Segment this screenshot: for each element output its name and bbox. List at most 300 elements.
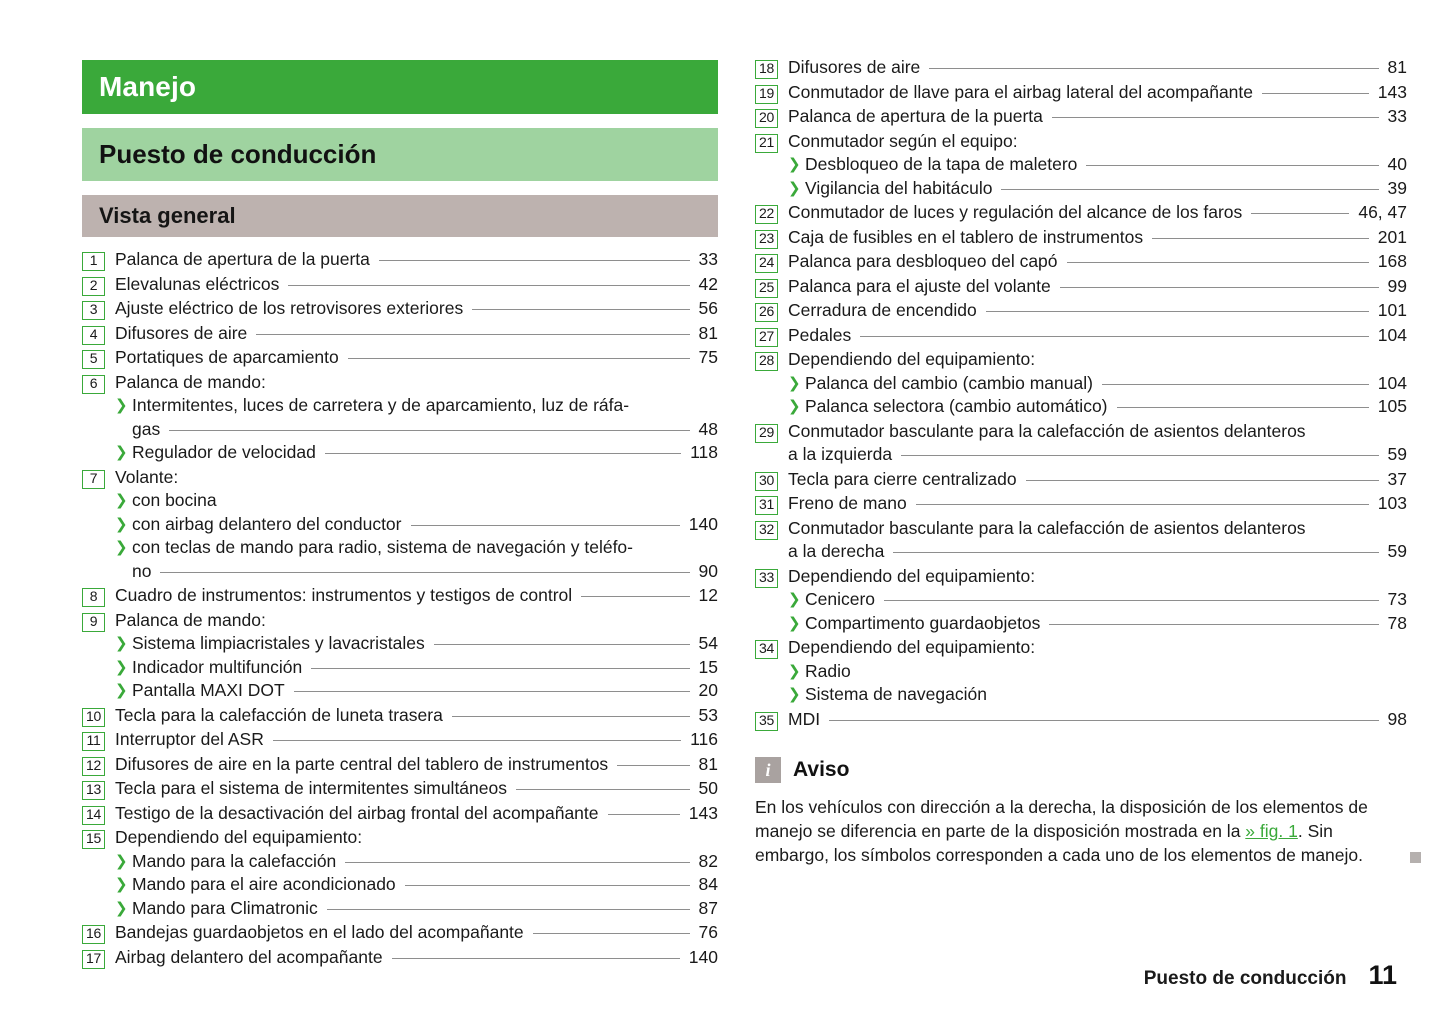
page-number: 140 xyxy=(688,946,718,967)
leader-line xyxy=(1086,165,1378,166)
toc-entry-text: Difusores de aire xyxy=(788,57,921,77)
entry-body xyxy=(788,105,1407,129)
leader-line xyxy=(1117,407,1369,408)
toc-entry[interactable] xyxy=(82,248,718,272)
toc-entry[interactable] xyxy=(755,348,1407,419)
toc-row xyxy=(115,704,718,728)
section-heading xyxy=(82,128,718,181)
page-number: 53 xyxy=(698,704,718,725)
entry-body xyxy=(788,636,1407,707)
toc-row xyxy=(788,130,1407,154)
leader-line xyxy=(311,668,689,669)
sub-entry-body xyxy=(132,897,718,921)
leader-line xyxy=(929,68,1378,69)
leader-line xyxy=(294,691,690,692)
toc-row xyxy=(788,565,1407,589)
toc-entry[interactable] xyxy=(82,946,718,970)
toc-entry[interactable] xyxy=(755,130,1407,201)
page-number: 33 xyxy=(698,249,718,269)
sub-entry-body xyxy=(805,660,1407,684)
page-number: 201 xyxy=(1377,226,1407,247)
sub-entry-body xyxy=(132,441,718,465)
entry-number-badge: 14 xyxy=(82,806,105,825)
leader-line xyxy=(1026,480,1379,481)
toc-entry-text: con airbag delantero del conductor xyxy=(132,513,402,534)
entry-body xyxy=(788,56,1407,80)
page-number: 116 xyxy=(690,729,718,749)
sub-entry-body xyxy=(805,683,1407,707)
sub-entry-list xyxy=(115,394,718,465)
toc-entry[interactable] xyxy=(755,517,1407,564)
page-number: 54 xyxy=(698,633,718,653)
entry-number-badge: 17 xyxy=(82,950,105,969)
toc-row xyxy=(115,753,718,777)
toc-entry[interactable] xyxy=(82,273,718,297)
page-number: 90 xyxy=(698,560,718,581)
entry-number-badge: 9 xyxy=(82,613,105,632)
toc-entry-text: a la izquierda xyxy=(788,444,893,464)
entry-body xyxy=(788,420,1407,467)
entry-body xyxy=(115,322,718,346)
entry-number-badge: 10 xyxy=(82,708,105,727)
toc-entry[interactable] xyxy=(82,728,718,752)
toc-row xyxy=(132,873,718,897)
toc-row xyxy=(788,348,1407,372)
entry-number-badge: 1 xyxy=(82,252,105,271)
sub-entry-body xyxy=(132,632,718,656)
leader-line xyxy=(1262,93,1369,94)
toc-entry[interactable] xyxy=(755,420,1407,467)
toc-row xyxy=(115,371,718,395)
leader-line xyxy=(169,430,689,431)
chevron-right-icon: ❯ xyxy=(115,515,128,533)
toc-entry[interactable] xyxy=(82,466,718,584)
entry-number-badge: 23 xyxy=(755,230,778,249)
toc-row xyxy=(788,56,1407,80)
leader-line xyxy=(516,789,690,790)
toc-entry[interactable] xyxy=(755,468,1407,492)
entry-number-badge: 25 xyxy=(755,279,778,298)
note-text-after: . Sin embargo, los símbolos corresponden a cada uno de los elementos de manejo. xyxy=(755,821,1364,865)
subsection-title: Vista general xyxy=(99,203,236,228)
toc-entry-text: Palanca para desbloqueo del capó xyxy=(788,251,1058,271)
chevron-right-icon: ❯ xyxy=(788,374,801,392)
toc-entry-text: Vigilancia del habitáculo xyxy=(805,177,993,198)
toc-row xyxy=(805,395,1407,419)
toc-entry-text: Pantalla MAXI DOT xyxy=(132,680,285,700)
toc-row xyxy=(788,540,1407,564)
entry-body xyxy=(788,81,1407,105)
overview-list-left xyxy=(82,248,718,969)
toc-row xyxy=(115,466,718,490)
leader-line xyxy=(273,740,681,741)
entry-body xyxy=(115,584,718,608)
fig-reference-link[interactable]: » fig. 1 xyxy=(1245,821,1298,841)
page-number: 81 xyxy=(1387,57,1407,77)
toc-row xyxy=(788,468,1407,492)
chevron-right-icon: ❯ xyxy=(788,614,801,632)
entry-number-badge: 30 xyxy=(755,472,778,491)
toc-entry-text: Palanca de mando: xyxy=(115,371,266,392)
left-column xyxy=(82,60,718,970)
entry-number-badge: 32 xyxy=(755,521,778,540)
page-number: 82 xyxy=(698,850,718,871)
toc-entry-text: Dependiendo del equipamiento: xyxy=(788,565,1036,586)
toc-entry[interactable] xyxy=(755,324,1407,348)
toc-entry-text: Pedales xyxy=(788,324,852,345)
sub-entry[interactable] xyxy=(115,489,718,513)
chapter-title: Manejo xyxy=(99,71,197,102)
toc-entry-text: con bocina xyxy=(132,490,217,510)
sub-entry-list xyxy=(788,660,1407,707)
page-number: 143 xyxy=(688,802,718,823)
entry-number-badge: 4 xyxy=(82,326,105,345)
note-body xyxy=(755,795,1407,867)
page-number: 33 xyxy=(1387,106,1407,126)
page-number: 40 xyxy=(1387,154,1407,174)
toc-entry-text: Mando para Climatronic xyxy=(132,897,318,918)
toc-row xyxy=(115,248,718,272)
leader-line xyxy=(348,358,690,359)
entry-body xyxy=(115,346,718,370)
toc-row xyxy=(132,560,718,584)
page-number: 46, 47 xyxy=(1358,202,1407,222)
toc-entry[interactable] xyxy=(755,81,1407,105)
sub-entry[interactable] xyxy=(115,536,718,583)
page-number: 73 xyxy=(1387,589,1407,609)
toc-entry-text: Sistema limpiacristales y lavacristales xyxy=(132,633,425,653)
overview-list-right xyxy=(755,56,1407,731)
toc-entry[interactable] xyxy=(82,921,718,945)
entry-body xyxy=(788,348,1407,419)
toc-entry[interactable] xyxy=(755,708,1407,732)
toc-row xyxy=(115,802,718,826)
entry-number-badge: 29 xyxy=(755,424,778,443)
sub-entry-body xyxy=(132,873,718,897)
sub-entry-list xyxy=(788,372,1407,419)
toc-entry[interactable] xyxy=(755,299,1407,323)
toc-entry[interactable] xyxy=(82,826,718,920)
sub-entry[interactable] xyxy=(115,656,718,680)
toc-row xyxy=(132,632,718,656)
sub-entry-body xyxy=(132,489,718,513)
toc-row xyxy=(115,946,718,970)
toc-entry-text: Conmutador basculante para la calefacción de asientos delanteros xyxy=(788,420,1306,441)
toc-entry[interactable] xyxy=(82,346,718,370)
toc-row xyxy=(788,250,1407,274)
toc-entry-text: Dependiendo del equipamiento: xyxy=(788,637,1036,657)
sub-entry[interactable] xyxy=(788,612,1407,636)
page-number: 101 xyxy=(1377,300,1407,320)
leader-line xyxy=(829,720,1378,721)
leader-line xyxy=(986,311,1369,312)
leader-line xyxy=(617,765,689,766)
toc-entry-text: Mando para la calefacción xyxy=(132,850,337,871)
toc-entry-text: Caja de fusibles en el tablero de instrumentos xyxy=(788,226,1144,247)
toc-entry[interactable] xyxy=(755,275,1407,299)
entry-body xyxy=(788,517,1407,564)
toc-row xyxy=(132,679,718,703)
sub-entry-text: con teclas de mando para radio, sistema de navegación y teléfo- xyxy=(132,537,633,557)
entry-number-badge: 34 xyxy=(755,640,778,659)
entry-body xyxy=(788,250,1407,274)
chevron-right-icon: ❯ xyxy=(115,899,128,917)
toc-entry-text: Cenicero xyxy=(805,589,876,609)
toc-entry-text: Radio xyxy=(805,660,851,681)
chevron-right-icon: ❯ xyxy=(788,662,801,680)
entry-number-badge: 31 xyxy=(755,496,778,515)
page-number: 76 xyxy=(698,922,718,942)
toc-entry-text: Bandejas guardaobjetos en el lado del acompañante xyxy=(115,922,524,942)
leader-line xyxy=(916,504,1369,505)
toc-entry[interactable] xyxy=(755,226,1407,250)
page-number: 118 xyxy=(690,442,718,462)
sub-entry[interactable] xyxy=(788,153,1407,177)
leader-line xyxy=(581,596,689,597)
entry-body xyxy=(115,946,718,970)
toc-entry-text: Freno de mano xyxy=(788,493,907,513)
entry-body xyxy=(115,921,718,945)
toc-entry[interactable] xyxy=(82,704,718,728)
toc-row xyxy=(115,322,718,346)
toc-entry-text: Dependiendo del equipamiento: xyxy=(788,349,1036,369)
toc-entry[interactable] xyxy=(82,584,718,608)
sub-entry[interactable] xyxy=(115,632,718,656)
leader-line xyxy=(434,644,690,645)
chevron-right-icon: ❯ xyxy=(115,635,128,652)
entry-body xyxy=(115,826,718,920)
toc-row xyxy=(115,273,718,297)
toc-entry-text: Conmutador basculante para la calefacción de asientos delanteros xyxy=(788,517,1306,538)
toc-entry[interactable] xyxy=(82,371,718,465)
sub-entry-body xyxy=(805,588,1407,612)
entry-number-badge: 13 xyxy=(82,781,105,800)
leader-line xyxy=(893,552,1378,553)
leader-line xyxy=(1052,117,1379,118)
footer-section-title: Puesto de conducción xyxy=(1143,968,1347,989)
page-number: 39 xyxy=(1387,177,1407,198)
toc-entry-text: Dependiendo del equipamiento: xyxy=(115,827,363,847)
toc-entry-text: Airbag delantero del acompañante xyxy=(115,946,383,967)
toc-row xyxy=(788,201,1407,225)
sub-entry-body xyxy=(805,153,1407,177)
sub-entry-list xyxy=(788,153,1407,200)
entry-number-badge: 27 xyxy=(755,328,778,347)
page-number: 37 xyxy=(1387,468,1407,489)
page-number: 81 xyxy=(698,753,718,774)
toc-entry-text: Palanca de mando: xyxy=(115,609,266,630)
chevron-right-icon: ❯ xyxy=(788,156,801,173)
page-number: 12 xyxy=(698,585,718,605)
sub-entry[interactable] xyxy=(115,897,718,921)
page-footer xyxy=(1144,960,1397,991)
chevron-right-icon: ❯ xyxy=(788,179,801,197)
sub-entry-body xyxy=(132,850,718,874)
toc-entry[interactable] xyxy=(755,250,1407,274)
toc-row xyxy=(788,636,1407,660)
toc-row xyxy=(805,153,1407,177)
entry-body xyxy=(115,371,718,465)
entry-body xyxy=(788,565,1407,636)
leader-line xyxy=(411,525,680,526)
page-number: 87 xyxy=(698,897,718,918)
entry-number-badge: 26 xyxy=(755,303,778,322)
toc-entry-text: Elevalunas eléctricos xyxy=(115,273,280,294)
toc-row xyxy=(788,492,1407,516)
leader-line xyxy=(1049,624,1378,625)
entry-number-badge: 19 xyxy=(755,85,778,104)
chevron-right-icon: ❯ xyxy=(115,444,128,461)
entry-body xyxy=(788,492,1407,516)
entry-body xyxy=(788,324,1407,348)
chevron-right-icon: ❯ xyxy=(115,539,128,556)
leader-line xyxy=(392,958,680,959)
chevron-right-icon: ❯ xyxy=(788,398,801,415)
toc-entry[interactable] xyxy=(755,492,1407,516)
toc-row xyxy=(115,584,718,608)
toc-entry-text: Sistema de navegación xyxy=(805,684,987,704)
toc-row xyxy=(788,324,1407,348)
toc-entry[interactable] xyxy=(755,565,1407,636)
leader-line xyxy=(256,334,689,335)
sub-entry[interactable] xyxy=(788,588,1407,612)
entry-number-badge: 35 xyxy=(755,712,778,731)
toc-entry[interactable] xyxy=(82,777,718,801)
toc-row xyxy=(115,609,718,633)
entry-number-badge: 8 xyxy=(82,588,105,607)
sub-entry[interactable] xyxy=(115,850,718,874)
leader-line xyxy=(327,909,690,910)
toc-row xyxy=(805,660,1407,684)
toc-entry-text: Palanca de apertura de la puerta xyxy=(788,106,1043,126)
entry-body xyxy=(115,248,718,272)
page-number: 143 xyxy=(1377,81,1407,102)
toc-entry[interactable] xyxy=(755,105,1407,129)
toc-entry-text: Conmutador según el equipo: xyxy=(788,130,1018,151)
leader-line xyxy=(860,336,1369,337)
entry-body xyxy=(115,753,718,777)
chevron-right-icon: ❯ xyxy=(115,658,128,676)
toc-entry-text: Interruptor del ASR xyxy=(115,729,264,749)
entry-number-badge: 16 xyxy=(82,925,105,944)
entry-body xyxy=(115,466,718,584)
entry-body xyxy=(115,609,718,703)
sub-entry[interactable] xyxy=(788,395,1407,419)
toc-row xyxy=(132,656,718,680)
entry-number-badge: 21 xyxy=(755,134,778,153)
sub-entry[interactable] xyxy=(115,513,718,537)
end-of-note-marker xyxy=(1410,852,1421,863)
note-box xyxy=(755,757,1407,867)
sub-entry-body xyxy=(132,394,718,441)
subsection-heading xyxy=(82,195,718,237)
sub-entry[interactable] xyxy=(115,873,718,897)
toc-entry[interactable] xyxy=(82,802,718,826)
chevron-right-icon: ❯ xyxy=(115,682,128,699)
leader-line xyxy=(901,455,1378,456)
sub-entry[interactable] xyxy=(788,683,1407,707)
leader-line xyxy=(1001,189,1378,190)
sub-entry-list xyxy=(115,632,718,703)
toc-entry-text: Tecla para cierre centralizado xyxy=(788,468,1017,489)
sub-entry[interactable] xyxy=(788,660,1407,684)
chevron-right-icon: ❯ xyxy=(115,397,128,414)
toc-row xyxy=(805,612,1407,636)
toc-row xyxy=(115,777,718,801)
page-number: 59 xyxy=(1387,444,1407,464)
entry-body xyxy=(115,704,718,728)
page-number: 50 xyxy=(698,778,718,798)
sub-entry-body xyxy=(132,679,718,703)
toc-entry-text: Palanca del cambio (cambio manual) xyxy=(805,372,1093,393)
toc-entry-text: MDI xyxy=(788,708,821,729)
toc-entry-text: Difusores de aire xyxy=(115,322,248,343)
sub-entry-body xyxy=(805,177,1407,201)
sub-entry[interactable] xyxy=(788,177,1407,201)
toc-entry-text: a la derecha xyxy=(788,541,885,561)
toc-row xyxy=(788,708,1407,732)
toc-entry[interactable] xyxy=(755,56,1407,80)
toc-entry-text: Regulador de velocidad xyxy=(132,442,316,462)
page-number: 42 xyxy=(698,273,718,294)
page-number: 20 xyxy=(698,680,718,700)
entry-number-badge: 3 xyxy=(82,301,105,320)
page-number: 168 xyxy=(1377,251,1407,271)
entry-body xyxy=(115,802,718,826)
toc-entry-text: Palanca selectora (cambio automático) xyxy=(805,396,1108,416)
sub-entry-list xyxy=(115,850,718,921)
chevron-right-icon: ❯ xyxy=(115,876,128,893)
toc-entry-text: Mando para el aire acondicionado xyxy=(132,874,396,894)
sub-entry[interactable] xyxy=(115,441,718,465)
toc-row xyxy=(788,105,1407,129)
leader-line xyxy=(452,716,690,717)
toc-entry[interactable] xyxy=(82,322,718,346)
toc-entry-text: Palanca para el ajuste del volante xyxy=(788,275,1051,296)
toc-entry-text: Conmutador de luces y regulación del alcance de los faros xyxy=(788,202,1243,222)
toc-entry[interactable] xyxy=(82,753,718,777)
sub-entry[interactable] xyxy=(115,679,718,703)
toc-entry[interactable] xyxy=(82,297,718,321)
chevron-right-icon: ❯ xyxy=(788,686,801,703)
sub-entry-body xyxy=(805,612,1407,636)
entry-number-badge: 15 xyxy=(82,830,105,849)
toc-row xyxy=(788,226,1407,250)
page-number: 56 xyxy=(698,298,718,318)
page-number: 104 xyxy=(1377,324,1407,345)
toc-row xyxy=(805,588,1407,612)
chevron-right-icon: ❯ xyxy=(115,492,128,509)
leader-line xyxy=(1102,384,1369,385)
entry-number-badge: 24 xyxy=(755,254,778,273)
sub-entry-list xyxy=(788,588,1407,635)
toc-entry[interactable] xyxy=(755,636,1407,707)
chevron-right-icon: ❯ xyxy=(115,852,128,870)
sub-entry[interactable] xyxy=(115,394,718,441)
sub-entry-body xyxy=(132,656,718,680)
page-number: 104 xyxy=(1377,372,1407,393)
sub-entry-body xyxy=(805,372,1407,396)
sub-entry[interactable] xyxy=(788,372,1407,396)
leader-line xyxy=(1152,238,1369,239)
toc-row xyxy=(132,489,718,513)
entry-number-badge: 12 xyxy=(82,757,105,776)
page-number: 103 xyxy=(1377,493,1407,513)
toc-entry[interactable] xyxy=(82,609,718,703)
toc-entry[interactable] xyxy=(755,201,1407,225)
toc-entry-text: Difusores de aire en la parte central del tablero de instrumentos xyxy=(115,753,609,774)
entry-number-badge: 20 xyxy=(755,109,778,128)
